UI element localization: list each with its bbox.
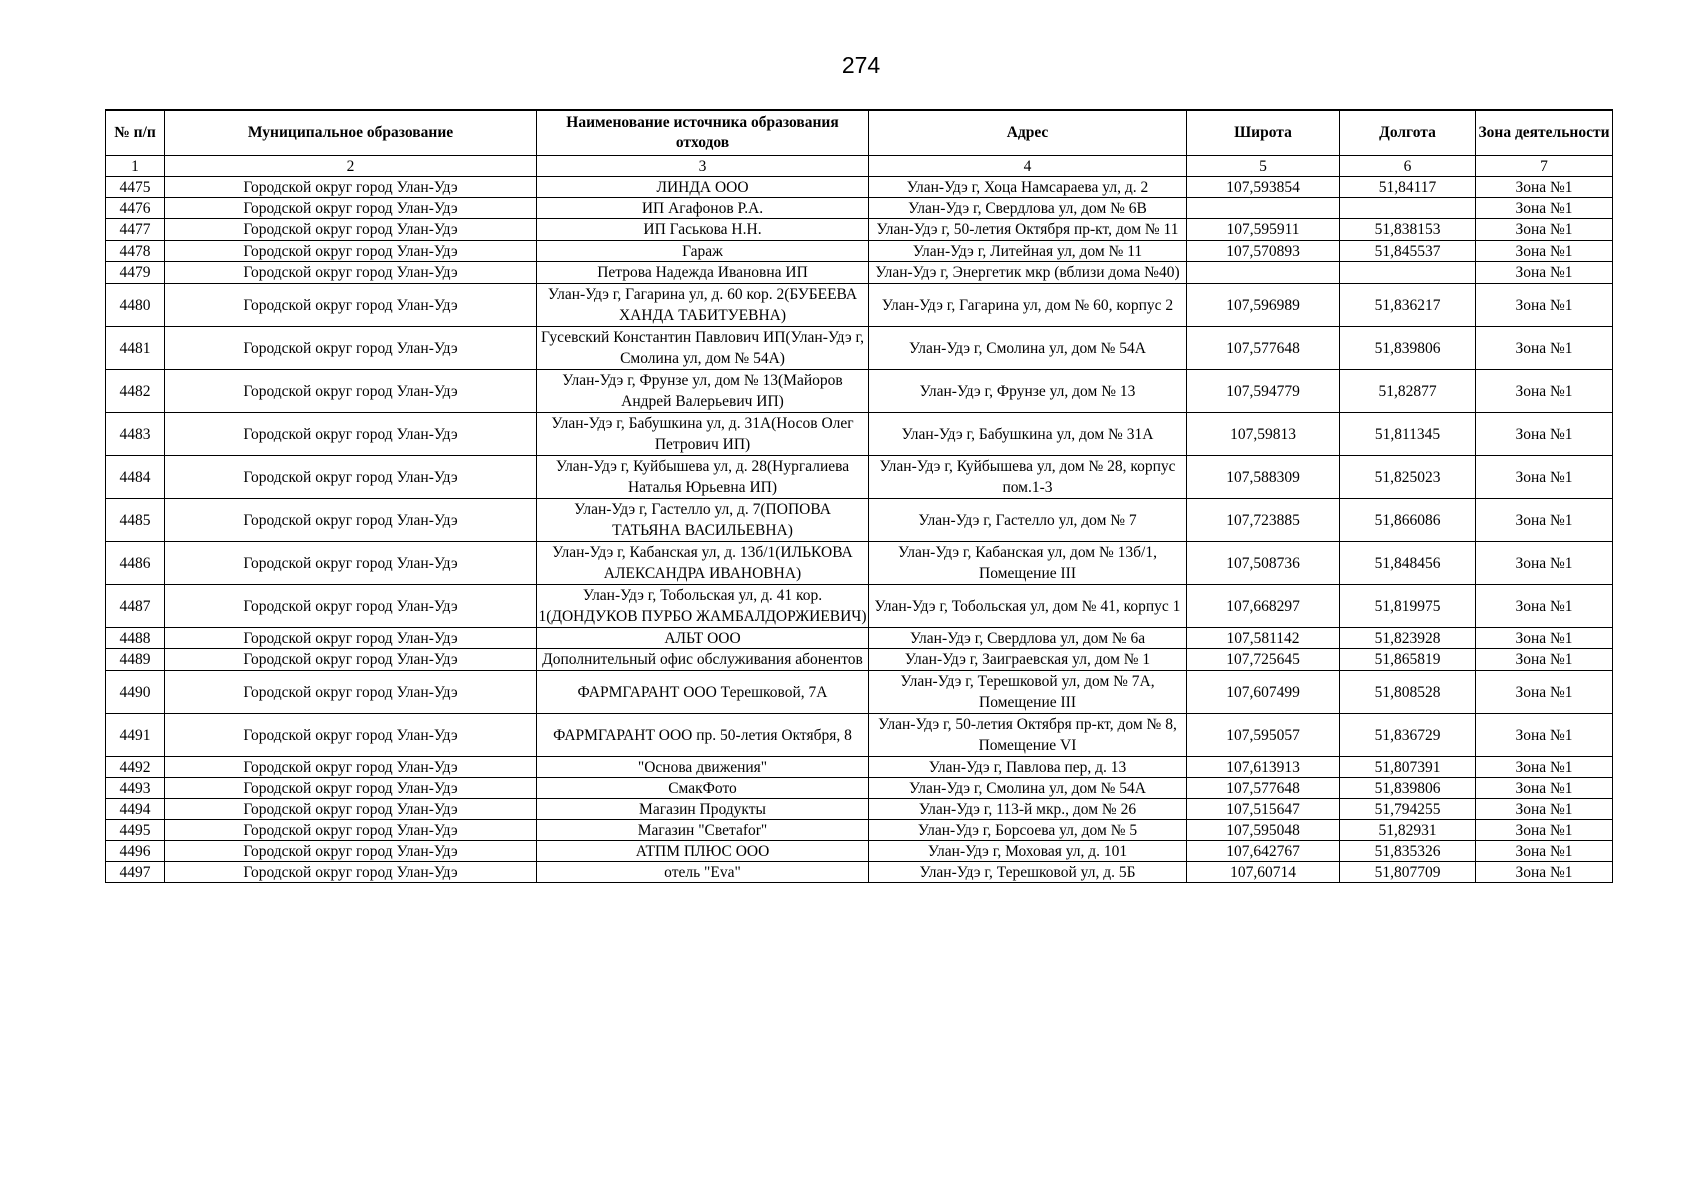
source-cell: Петрова Надежда Ивановна ИП (537, 262, 869, 284)
column-number: 6 (1340, 156, 1476, 177)
municipality-cell: Городской округ город Улан-Удэ (165, 649, 537, 671)
row-number: 4494 (106, 799, 165, 820)
longitude-cell: 51,794255 (1340, 799, 1476, 820)
header-longitude: Долгота (1340, 110, 1476, 156)
longitude-cell: 51,807391 (1340, 757, 1476, 778)
column-number: 5 (1187, 156, 1340, 177)
zone-cell: Зона №1 (1476, 714, 1613, 757)
longitude-cell: 51,836217 (1340, 284, 1476, 327)
row-number: 4480 (106, 284, 165, 327)
municipality-cell: Городской округ город Улан-Удэ (165, 542, 537, 585)
zone-cell: Зона №1 (1476, 413, 1613, 456)
address-cell: Улан-Удэ г, Литейная ул, дом № 11 (869, 241, 1187, 262)
latitude-cell (1187, 198, 1340, 219)
column-number: 2 (165, 156, 537, 177)
municipality-cell: Городской округ город Улан-Удэ (165, 327, 537, 370)
longitude-cell: 51,82877 (1340, 370, 1476, 413)
row-number: 4488 (106, 628, 165, 649)
table-row (106, 862, 1613, 883)
table-row (106, 177, 1613, 198)
municipality-cell: Городской округ город Улан-Удэ (165, 862, 537, 883)
table-row (106, 198, 1613, 219)
address-cell: Улан-Удэ г, Терешковой ул, дом № 7А, Помещение III (869, 671, 1187, 714)
longitude-cell: 51,808528 (1340, 671, 1476, 714)
address-cell: Улан-Удэ г, Тобольская ул, дом № 41, корпус 1 (869, 585, 1187, 628)
address-cell: Улан-Удэ г, Энергетик мкр (вблизи дома №40) (869, 262, 1187, 284)
longitude-cell: 51,819975 (1340, 585, 1476, 628)
zone-cell: Зона №1 (1476, 198, 1613, 219)
row-number: 4497 (106, 862, 165, 883)
zone-cell: Зона №1 (1476, 241, 1613, 262)
table-row (106, 241, 1613, 262)
zone-cell: Зона №1 (1476, 499, 1613, 542)
municipality-cell: Городской округ город Улан-Удэ (165, 241, 537, 262)
municipality-cell: Городской округ город Улан-Удэ (165, 799, 537, 820)
row-number: 4493 (106, 778, 165, 799)
row-number: 4496 (106, 841, 165, 862)
table-row (106, 799, 1613, 820)
longitude-cell: 51,839806 (1340, 778, 1476, 799)
column-number: 7 (1476, 156, 1613, 177)
table-row (106, 841, 1613, 862)
latitude-cell: 107,593854 (1187, 177, 1340, 198)
municipality-cell: Городской округ город Улан-Удэ (165, 177, 537, 198)
latitude-cell (1187, 262, 1340, 284)
source-cell: СмакФото (537, 778, 869, 799)
longitude-cell: 51,811345 (1340, 413, 1476, 456)
municipality-cell: Городской округ город Улан-Удэ (165, 714, 537, 757)
table-row (106, 671, 1613, 714)
header-row (106, 110, 1613, 156)
longitude-cell: 51,84117 (1340, 177, 1476, 198)
longitude-cell: 51,866086 (1340, 499, 1476, 542)
latitude-cell: 107,60714 (1187, 862, 1340, 883)
row-number: 4477 (106, 219, 165, 241)
municipality-cell: Городской округ город Улан-Удэ (165, 219, 537, 241)
latitude-cell: 107,725645 (1187, 649, 1340, 671)
table-row (106, 456, 1613, 499)
latitude-cell: 107,588309 (1187, 456, 1340, 499)
header-latitude: Широта (1187, 110, 1340, 156)
source-cell: "Основа движения" (537, 757, 869, 778)
zone-cell: Зона №1 (1476, 327, 1613, 370)
longitude-cell: 51,838153 (1340, 219, 1476, 241)
municipality-cell: Городской округ город Улан-Удэ (165, 413, 537, 456)
table-row (106, 585, 1613, 628)
page-number: 274 (841, 52, 881, 78)
zone-cell: Зона №1 (1476, 778, 1613, 799)
row-number: 4481 (106, 327, 165, 370)
header-zone: Зона деятельности (1476, 110, 1613, 156)
address-cell: Улан-Удэ г, Куйбышева ул, дом № 28, корпус пом.1-3 (869, 456, 1187, 499)
longitude-cell: 51,839806 (1340, 327, 1476, 370)
address-cell: Улан-Удэ г, Смолина ул, дом № 54А (869, 778, 1187, 799)
zone-cell: Зона №1 (1476, 862, 1613, 883)
zone-cell: Зона №1 (1476, 757, 1613, 778)
address-cell: Улан-Удэ г, 50-летия Октября пр-кт, дом № 11 (869, 219, 1187, 241)
table-row (106, 370, 1613, 413)
source-cell: ФАРМГАРАНТ ООО Терешковой, 7А (537, 671, 869, 714)
source-cell: Улан-Удэ г, Гагарина ул, д. 60 кор. 2(БУБЕЕВА ХАНДА ТАБИТУЕВНА) (537, 284, 869, 327)
municipality-cell: Городской округ город Улан-Удэ (165, 671, 537, 714)
municipality-cell: Городской округ город Улан-Удэ (165, 820, 537, 841)
zone-cell: Зона №1 (1476, 177, 1613, 198)
zone-cell: Зона №1 (1476, 841, 1613, 862)
row-number: 4487 (106, 585, 165, 628)
waste-sources-table (105, 109, 1613, 883)
longitude-cell: 51,848456 (1340, 542, 1476, 585)
row-number: 4478 (106, 241, 165, 262)
zone-cell: Зона №1 (1476, 456, 1613, 499)
table-row (106, 757, 1613, 778)
municipality-cell: Городской округ город Улан-Удэ (165, 499, 537, 542)
address-cell: Улан-Удэ г, Борсоева ул, дом № 5 (869, 820, 1187, 841)
table-row (106, 820, 1613, 841)
table-row (106, 219, 1613, 241)
address-cell: Улан-Удэ г, Кабанская ул, дом № 13б/1, Помещение III (869, 542, 1187, 585)
source-cell: Улан-Удэ г, Гастелло ул, д. 7(ПОПОВА ТАТЬЯНА ВАСИЛЬЕВНА) (537, 499, 869, 542)
latitude-cell: 107,570893 (1187, 241, 1340, 262)
municipality-cell: Городской округ город Улан-Удэ (165, 628, 537, 649)
source-cell: АТПМ ПЛЮС ООО (537, 841, 869, 862)
table-row (106, 628, 1613, 649)
address-cell: Улан-Удэ г, Гагарина ул, дом № 60, корпус 2 (869, 284, 1187, 327)
row-number: 4479 (106, 262, 165, 284)
table-row (106, 413, 1613, 456)
address-cell: Улан-Удэ г, Хоца Намсараева ул, д. 2 (869, 177, 1187, 198)
municipality-cell: Городской округ город Улан-Удэ (165, 456, 537, 499)
municipality-cell: Городской округ город Улан-Удэ (165, 262, 537, 284)
column-number-row (106, 156, 1613, 177)
table-row (106, 327, 1613, 370)
row-number: 4491 (106, 714, 165, 757)
longitude-cell (1340, 198, 1476, 219)
longitude-cell: 51,835326 (1340, 841, 1476, 862)
source-cell: Магазин Продукты (537, 799, 869, 820)
row-number: 4482 (106, 370, 165, 413)
latitude-cell: 107,613913 (1187, 757, 1340, 778)
longitude-cell: 51,836729 (1340, 714, 1476, 757)
address-cell: Улан-Удэ г, Свердлова ул, дом № 6В (869, 198, 1187, 219)
latitude-cell: 107,595048 (1187, 820, 1340, 841)
municipality-cell: Городской округ город Улан-Удэ (165, 370, 537, 413)
address-cell: Улан-Удэ г, Свердлова ул, дом № 6а (869, 628, 1187, 649)
zone-cell: Зона №1 (1476, 542, 1613, 585)
municipality-cell: Городской округ город Улан-Удэ (165, 778, 537, 799)
zone-cell: Зона №1 (1476, 370, 1613, 413)
longitude-cell: 51,845537 (1340, 241, 1476, 262)
source-cell: Улан-Удэ г, Бабушкина ул, д. 31А(Носов Олег Петрович ИП) (537, 413, 869, 456)
zone-cell: Зона №1 (1476, 219, 1613, 241)
zone-cell: Зона №1 (1476, 671, 1613, 714)
address-cell: Улан-Удэ г, Гастелло ул, дом № 7 (869, 499, 1187, 542)
municipality-cell: Городской округ город Улан-Удэ (165, 284, 537, 327)
row-number: 4484 (106, 456, 165, 499)
source-cell: АЛЬТ ООО (537, 628, 869, 649)
longitude-cell: 51,825023 (1340, 456, 1476, 499)
table-row (106, 542, 1613, 585)
column-number: 1 (106, 156, 165, 177)
source-cell: ИП Гаськова Н.Н. (537, 219, 869, 241)
zone-cell: Зона №1 (1476, 628, 1613, 649)
latitude-cell: 107,595057 (1187, 714, 1340, 757)
longitude-cell: 51,807709 (1340, 862, 1476, 883)
table-row (106, 499, 1613, 542)
address-cell: Улан-Удэ г, Бабушкина ул, дом № 31А (869, 413, 1187, 456)
table-row (106, 262, 1613, 284)
longitude-cell: 51,82931 (1340, 820, 1476, 841)
longitude-cell (1340, 262, 1476, 284)
column-number: 4 (869, 156, 1187, 177)
latitude-cell: 107,594779 (1187, 370, 1340, 413)
address-cell: Улан-Удэ г, Заиграевская ул, дом № 1 (869, 649, 1187, 671)
municipality-cell: Городской округ город Улан-Удэ (165, 841, 537, 862)
table-row (106, 284, 1613, 327)
zone-cell: Зона №1 (1476, 649, 1613, 671)
zone-cell: Зона №1 (1476, 820, 1613, 841)
address-cell: Улан-Удэ г, Моховая ул, д. 101 (869, 841, 1187, 862)
latitude-cell: 107,596989 (1187, 284, 1340, 327)
latitude-cell: 107,723885 (1187, 499, 1340, 542)
header-num: № п/п (106, 110, 165, 156)
header-address: Адрес (869, 110, 1187, 156)
row-number: 4476 (106, 198, 165, 219)
table-row (106, 714, 1613, 757)
latitude-cell: 107,581142 (1187, 628, 1340, 649)
longitude-cell: 51,823928 (1340, 628, 1476, 649)
latitude-cell: 107,59813 (1187, 413, 1340, 456)
longitude-cell: 51,865819 (1340, 649, 1476, 671)
source-cell: ЛИНДА ООО (537, 177, 869, 198)
zone-cell: Зона №1 (1476, 585, 1613, 628)
latitude-cell: 107,515647 (1187, 799, 1340, 820)
source-cell: ФАРМГАРАНТ ООО пр. 50-летия Октября, 8 (537, 714, 869, 757)
source-cell: отель "Eva" (537, 862, 869, 883)
municipality-cell: Городской округ город Улан-Удэ (165, 585, 537, 628)
address-cell: Улан-Удэ г, 50-летия Октября пр-кт, дом № 8, Помещение VI (869, 714, 1187, 757)
latitude-cell: 107,577648 (1187, 778, 1340, 799)
row-number: 4475 (106, 177, 165, 198)
row-number: 4486 (106, 542, 165, 585)
zone-cell: Зона №1 (1476, 262, 1613, 284)
source-cell: Гусевский Константин Павлович ИП(Улан-Удэ г, Смолина ул, дом № 54А) (537, 327, 869, 370)
address-cell: Улан-Удэ г, 113-й мкр., дом № 26 (869, 799, 1187, 820)
header-source: Наименование источника образования отходов (537, 110, 869, 156)
row-number: 4485 (106, 499, 165, 542)
municipality-cell: Городской округ город Улан-Удэ (165, 198, 537, 219)
address-cell: Улан-Удэ г, Павлова пер, д. 13 (869, 757, 1187, 778)
latitude-cell: 107,668297 (1187, 585, 1340, 628)
source-cell: Улан-Удэ г, Тобольская ул, д. 41 кор. 1(ДОНДУКОВ ПУРБО ЖАМБАЛДОРЖИЕВИЧ) (537, 585, 869, 628)
source-cell: Магазин "Светаfor" (537, 820, 869, 841)
zone-cell: Зона №1 (1476, 284, 1613, 327)
address-cell: Улан-Удэ г, Фрунзе ул, дом № 13 (869, 370, 1187, 413)
table-row (106, 649, 1613, 671)
address-cell: Улан-Удэ г, Смолина ул, дом № 54А (869, 327, 1187, 370)
latitude-cell: 107,642767 (1187, 841, 1340, 862)
source-cell: Гараж (537, 241, 869, 262)
row-number: 4495 (106, 820, 165, 841)
source-cell: Улан-Удэ г, Куйбышева ул, д. 28(Нургалиева Наталья Юрьевна ИП) (537, 456, 869, 499)
table-row (106, 778, 1613, 799)
header-municipality: Муниципальное образование (165, 110, 537, 156)
address-cell: Улан-Удэ г, Терешковой ул, д. 5Б (869, 862, 1187, 883)
row-number: 4483 (106, 413, 165, 456)
source-cell: ИП Агафонов Р.А. (537, 198, 869, 219)
column-number: 3 (537, 156, 869, 177)
latitude-cell: 107,508736 (1187, 542, 1340, 585)
row-number: 4489 (106, 649, 165, 671)
zone-cell: Зона №1 (1476, 799, 1613, 820)
source-cell: Дополнительный офис обслуживания абонентов (537, 649, 869, 671)
source-cell: Улан-Удэ г, Фрунзе ул, дом № 13(Майоров Андрей Валерьевич ИП) (537, 370, 869, 413)
row-number: 4492 (106, 757, 165, 778)
row-number: 4490 (106, 671, 165, 714)
latitude-cell: 107,595911 (1187, 219, 1340, 241)
latitude-cell: 107,577648 (1187, 327, 1340, 370)
municipality-cell: Городской округ город Улан-Удэ (165, 757, 537, 778)
source-cell: Улан-Удэ г, Кабанская ул, д. 13б/1(ИЛЬКОВА АЛЕКСАНДРА ИВАНОВНА) (537, 542, 869, 585)
latitude-cell: 107,607499 (1187, 671, 1340, 714)
